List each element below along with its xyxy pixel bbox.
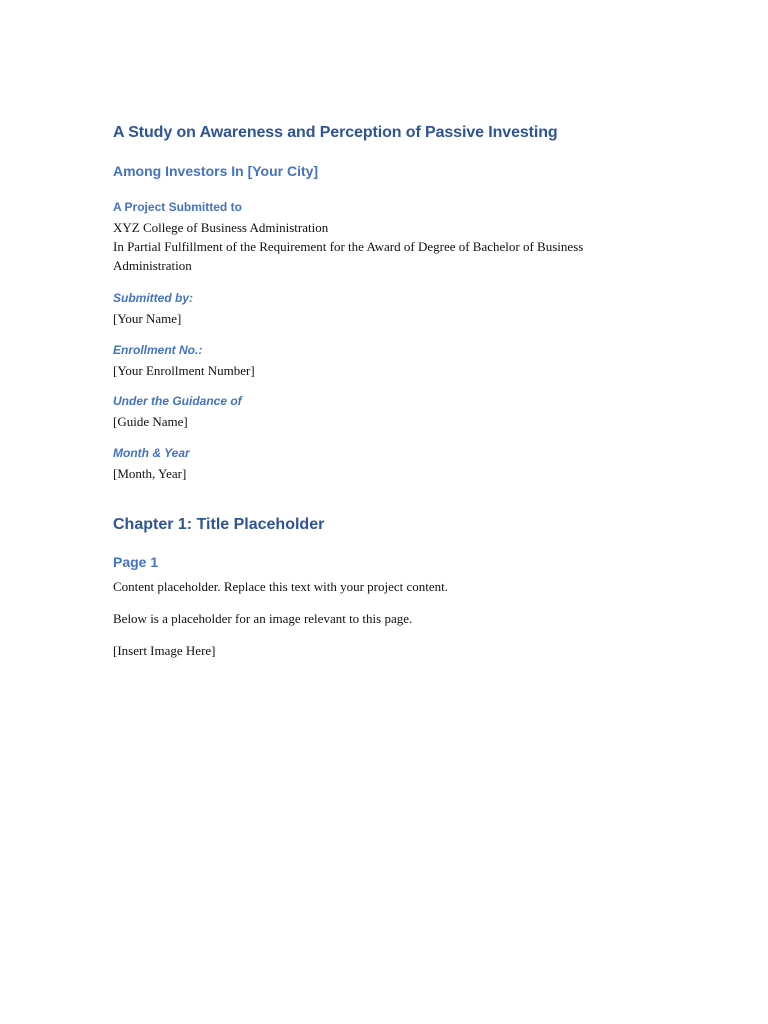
submitted-by-heading: Submitted by: bbox=[113, 291, 193, 305]
guidance-heading: Under the Guidance of bbox=[113, 394, 242, 408]
enrollment-heading: Enrollment No.: bbox=[113, 343, 203, 357]
image-placeholder: [Insert Image Here] bbox=[113, 643, 216, 658]
chapter-heading: Chapter 1: Title Placeholder bbox=[113, 516, 325, 533]
page-heading: Page 1 bbox=[113, 554, 159, 570]
date-value: [Month, Year] bbox=[113, 466, 187, 481]
image-note-paragraph: Below is a placeholder for an image relevant to this page. bbox=[113, 611, 413, 626]
degree-requirement: In Partial Fulfillment of the Requirement for the Award of Degree of Bachelor of Business Administration bbox=[113, 239, 584, 273]
content-paragraph: Content placeholder. Replace this text with your project content. bbox=[113, 579, 449, 594]
guidance-value: [Guide Name] bbox=[113, 414, 188, 429]
document-page bbox=[113, 0, 673, 1024]
document-title: A Study on Awareness and Perception of Passive Investing bbox=[113, 124, 558, 141]
document-subtitle: Among Investors In [Your City] bbox=[113, 163, 319, 179]
date-heading: Month & Year bbox=[113, 446, 190, 460]
enrollment-value: [Your Enrollment Number] bbox=[113, 363, 255, 378]
submission-heading: A Project Submitted to bbox=[113, 200, 242, 214]
submitted-by-value: [Your Name] bbox=[113, 311, 182, 326]
college-name: XYZ College of Business Administration bbox=[113, 220, 329, 235]
